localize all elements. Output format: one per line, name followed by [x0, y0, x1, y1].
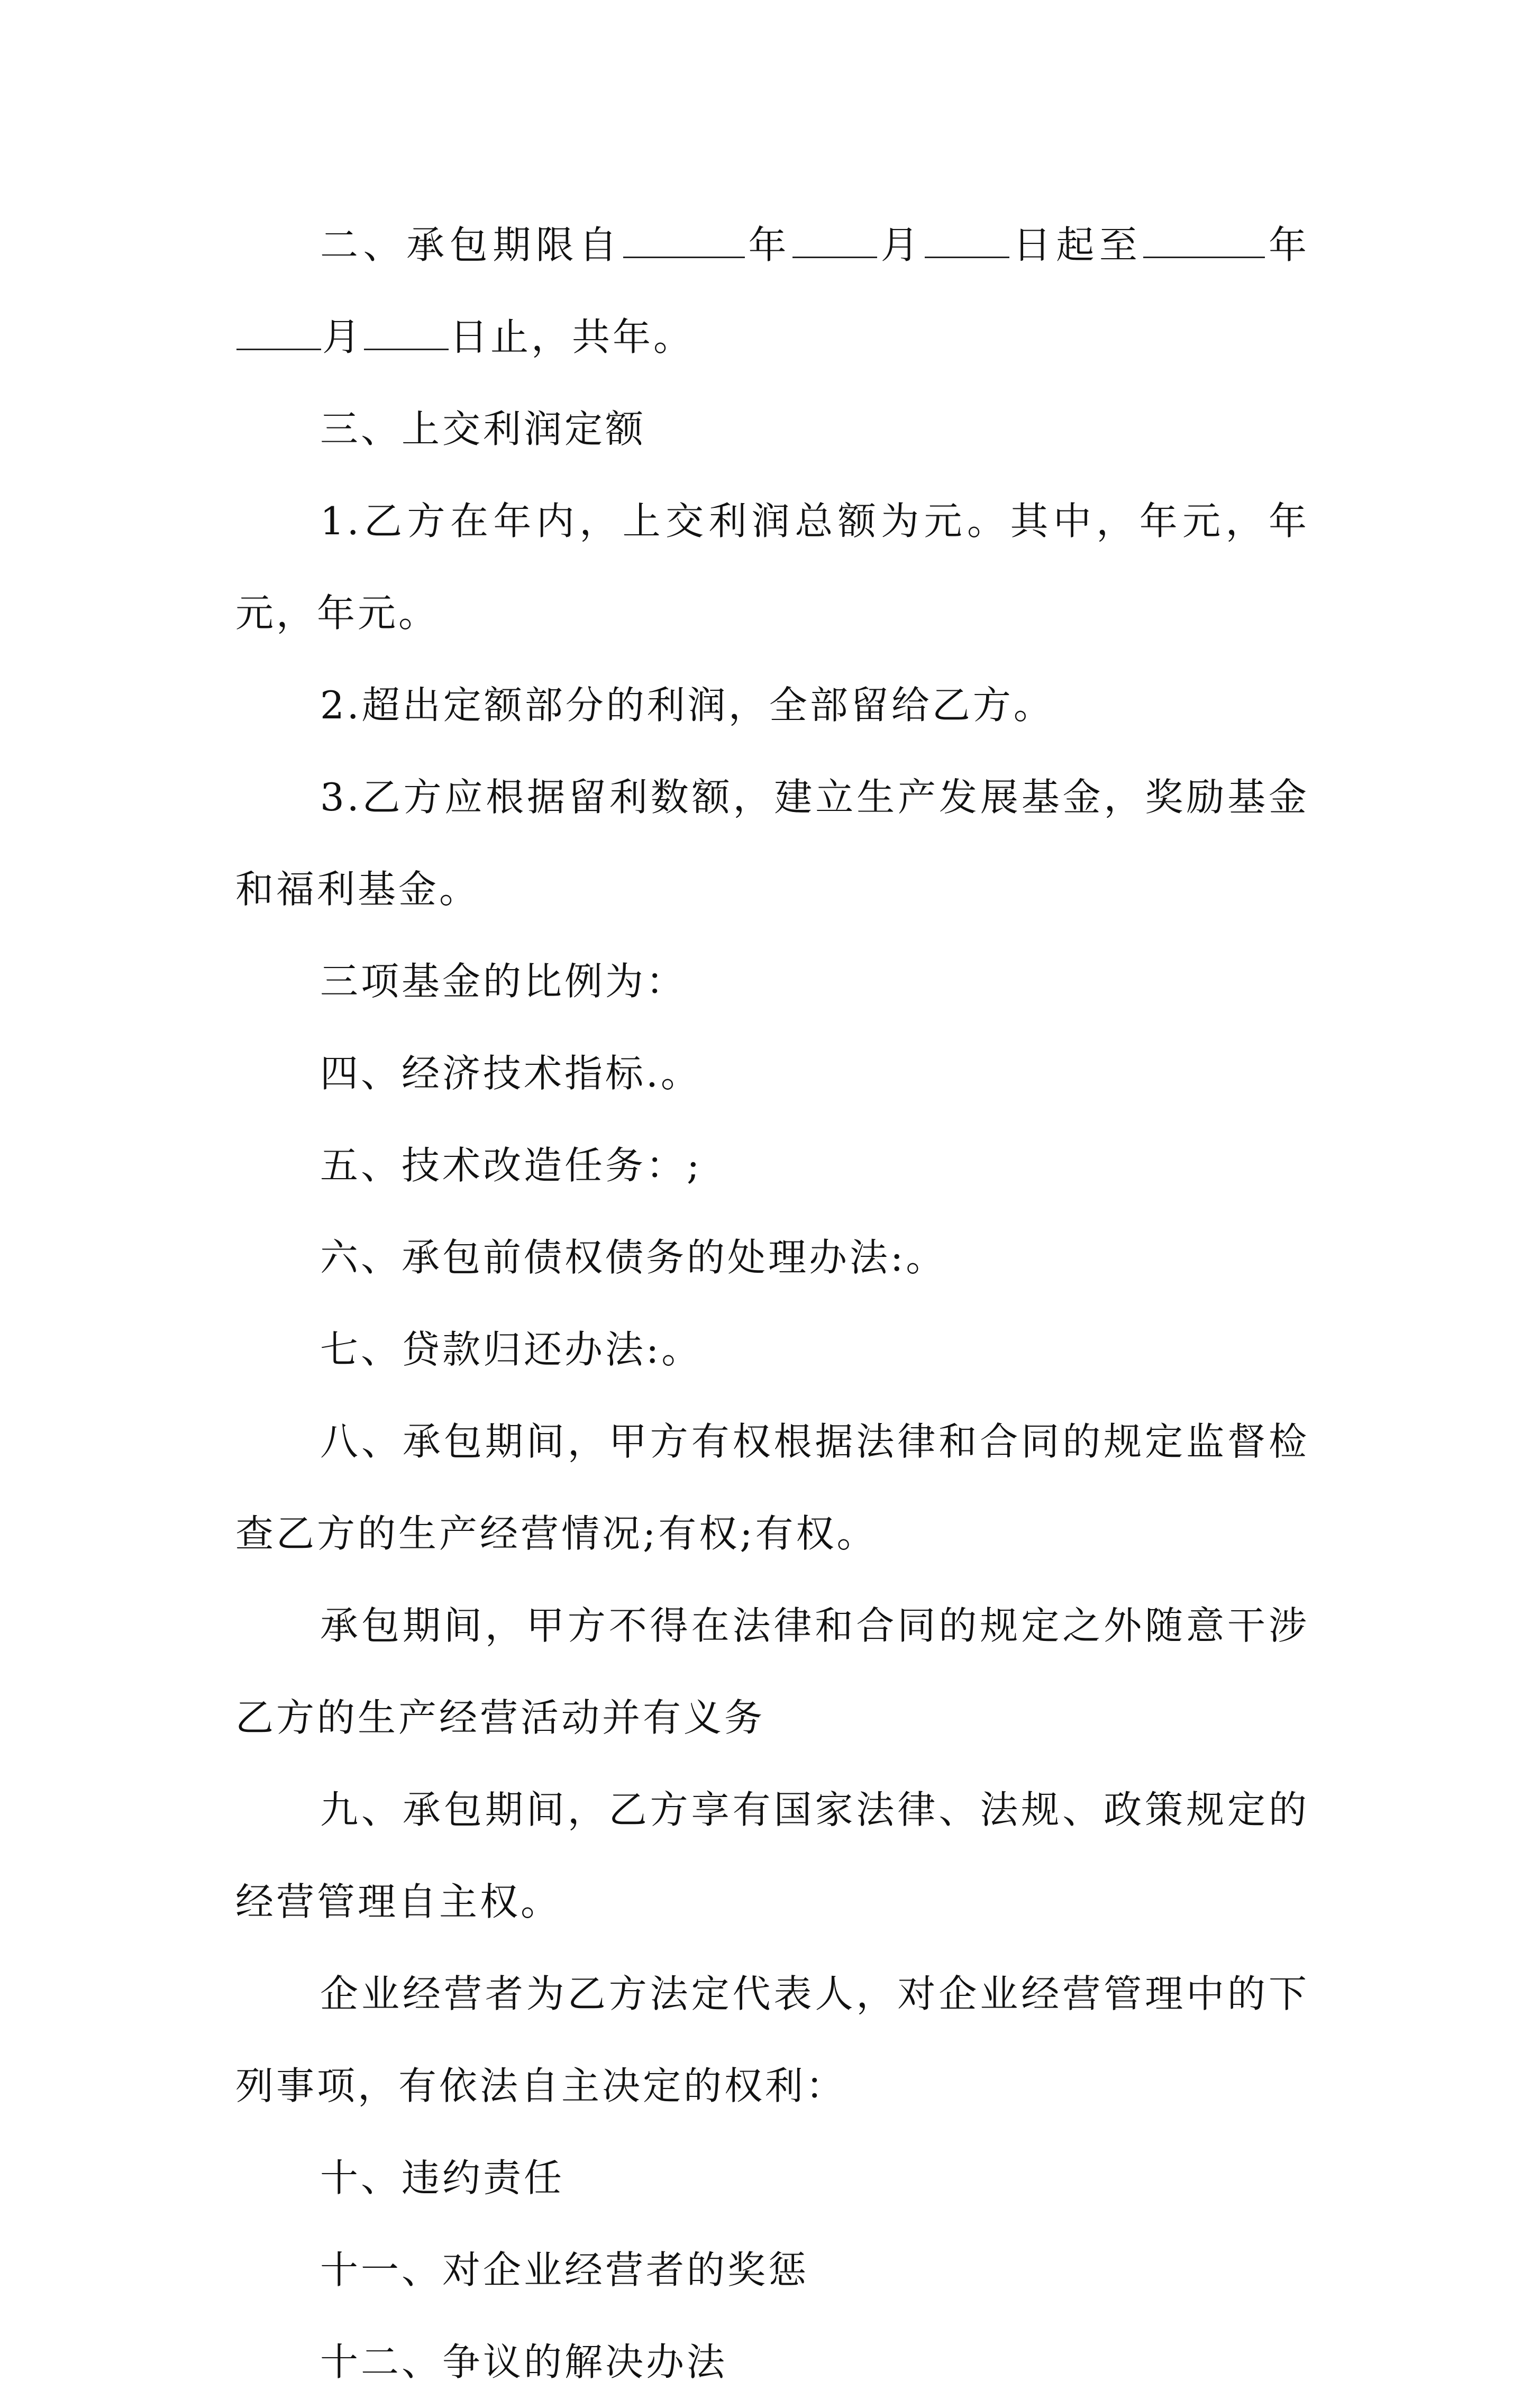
term-prefix: 二、承包期限自: [320, 223, 622, 267]
term-month-label-2: 月: [322, 315, 363, 359]
paragraph: 七、贷款归还办法:。: [320, 1327, 703, 1372]
paragraph: 五、技术改造任务：;: [320, 1143, 703, 1188]
paragraph: 1.乙方在年内，上交利润总额为元。其中，年元，年元，年元。: [235, 499, 1309, 635]
paragraph-term: [235, 199, 1309, 383]
paragraph: 九、承包期间，乙方享有国家法律、法规、政策规定的经营管理自主权。: [235, 1787, 1309, 1924]
blank-start-year: [623, 220, 745, 258]
paragraph: 八、承包期间，甲方有权根据法律和合同的规定监督检查乙方的生产经营情况;有权;有权。: [235, 1419, 1309, 1556]
term-year-label-1: 年: [745, 223, 792, 267]
blank-start-day: [925, 220, 1009, 258]
paragraph: 十、违约责任: [320, 2156, 565, 2200]
paragraph: 承包期间，甲方不得在法律和合同的规定之外随意干涉乙方的生产经营活动并有义务: [235, 1603, 1309, 1740]
document-body: [235, 199, 1309, 2408]
term-day-from: 日起至: [1010, 223, 1143, 267]
paragraph: 三项基金的比例为：: [320, 959, 687, 1004]
paragraph: 十二、争议的解决办法: [320, 2340, 728, 2384]
paragraph: 企业经营者为乙方法定代表人，对企业经营管理中的下列事项，有依法自主决定的权利：: [235, 1972, 1309, 2108]
paragraph: 十一、对企业经营者的奖惩: [320, 2248, 809, 2292]
term-day-to: 日止，共年。: [450, 315, 695, 359]
paragraph: 六、承包前债权债务的处理办法:。: [320, 1235, 947, 1280]
blank-end-month-a: [236, 312, 321, 350]
paragraph: 3.乙方应根据留利数额，建立生产发展基金，奖励基金和福利基金。: [235, 775, 1309, 911]
blank-start-month: [792, 220, 877, 258]
term-month-label-1: 月: [878, 223, 924, 267]
term-year-label-2: 年: [1266, 223, 1309, 267]
paragraph: 三、上交利润定额: [320, 407, 646, 451]
paragraph: 2.超出定额部分的利润，全部留给乙方。: [320, 683, 1054, 727]
blank-end-year: [1143, 220, 1265, 258]
paragraph: 四、经济技术指标.。: [320, 1051, 701, 1096]
blank-end-day: [364, 312, 449, 350]
